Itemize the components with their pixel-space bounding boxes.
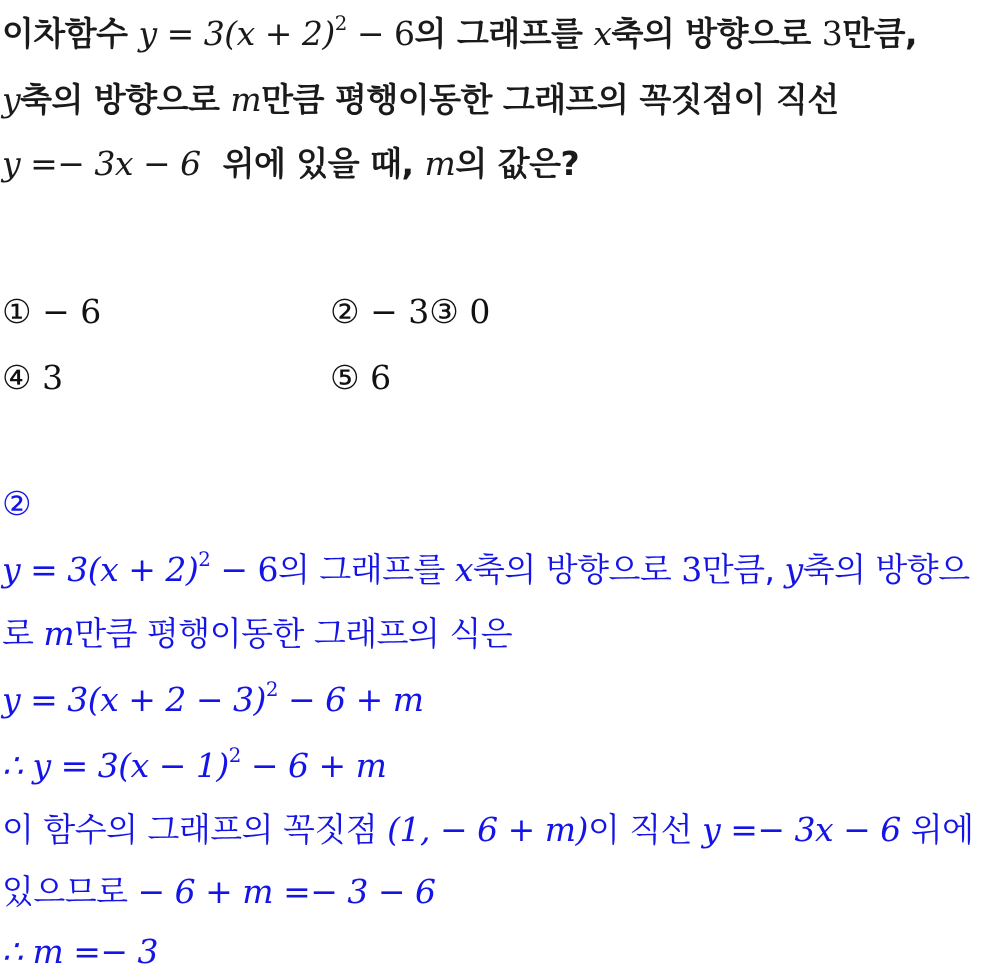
choice-mark: ⑤ [330,358,360,397]
choice-mark: ③ [429,292,459,331]
equation: ∴ $y = 3(x - 1)^2 - 6 + m$ [2,744,387,785]
variable-x: x [454,550,474,589]
solution-text: 이 함수의 그래프의 꼭짓점 [2,810,378,849]
solution-line-6 [2,872,435,912]
solution-line-1 [2,550,970,590]
question-text: 축의 방향으로 [611,14,811,53]
choice-value: 0 [469,292,491,331]
choice-2-3[interactable] [330,292,490,332]
choice-mark: ① [2,292,32,331]
solution-text: 축의 방향으로 [473,550,672,589]
solution-line-7 [2,932,158,972]
solution-text: 의 그래프를 [278,550,445,589]
solution-text: 축의 방향으 [802,550,970,589]
variable-y: y [2,80,21,119]
variable-x: x [593,14,612,53]
choice-value: 6 [370,358,392,397]
question-text: 위에 있을 때, [222,144,414,183]
variable-m: m [424,144,456,183]
variable-m: m [43,614,75,653]
solution-text: 로 [2,614,34,653]
solution-text: 이 직선 [587,810,693,849]
question-text: 만큼, [842,14,918,53]
answer-mark: ② [2,484,32,523]
variable-y: y [784,550,803,589]
question-line-2 [2,80,839,120]
solution-text: 있으므로 [2,872,128,911]
solution-line-3 [2,680,424,720]
equation: $y = 3(x + 2 - 3)^2 - 6 + m$ [2,678,424,719]
vertex-coordinate: (1, − 6 + m) [387,810,588,849]
equation: $y = 3(x + 2)^2 - 6$ [2,548,278,589]
question-text: 의 그래프를 [414,14,583,53]
question-text: 이차함수 [2,14,128,53]
choice-value: − 6 [42,292,102,331]
choice-4[interactable] [2,358,63,398]
solution-line-4 [2,746,386,786]
question-text: 의 값은? [455,144,580,183]
solution-text: 위에 [910,810,974,849]
choice-value: − 3 [370,292,430,331]
question-text: 축의 방향으로 [20,80,220,119]
solution-line-2 [2,614,512,654]
equation: $y = 3(x + 2)^2 - 6$ [138,12,415,53]
line-equation: y =− 3x − 6 [2,144,201,183]
question-line-3 [2,144,579,184]
question-line-1 [2,14,917,54]
solution-line-5 [2,810,973,850]
number: 3 [681,550,702,589]
choice-1[interactable] [2,292,101,332]
final-answer: ∴ m =− 3 [2,932,159,971]
number: 3 [821,14,843,53]
variable-m: m [230,80,262,119]
solution-text: 만큼, [701,550,775,589]
line-equation: y =− 3x − 6 [702,810,901,849]
choice-mark: ④ [2,358,32,397]
choice-5[interactable] [330,358,391,398]
choice-value: 3 [42,358,64,397]
question-text: 만큼 평행이동한 그래프의 꼭짓점이 직선 [261,80,839,119]
solution-text: 만큼 평행이동한 그래프의 식은 [74,614,513,653]
choice-mark: ② [330,292,360,331]
equation: − 6 + m =− 3 − 6 [137,872,436,911]
